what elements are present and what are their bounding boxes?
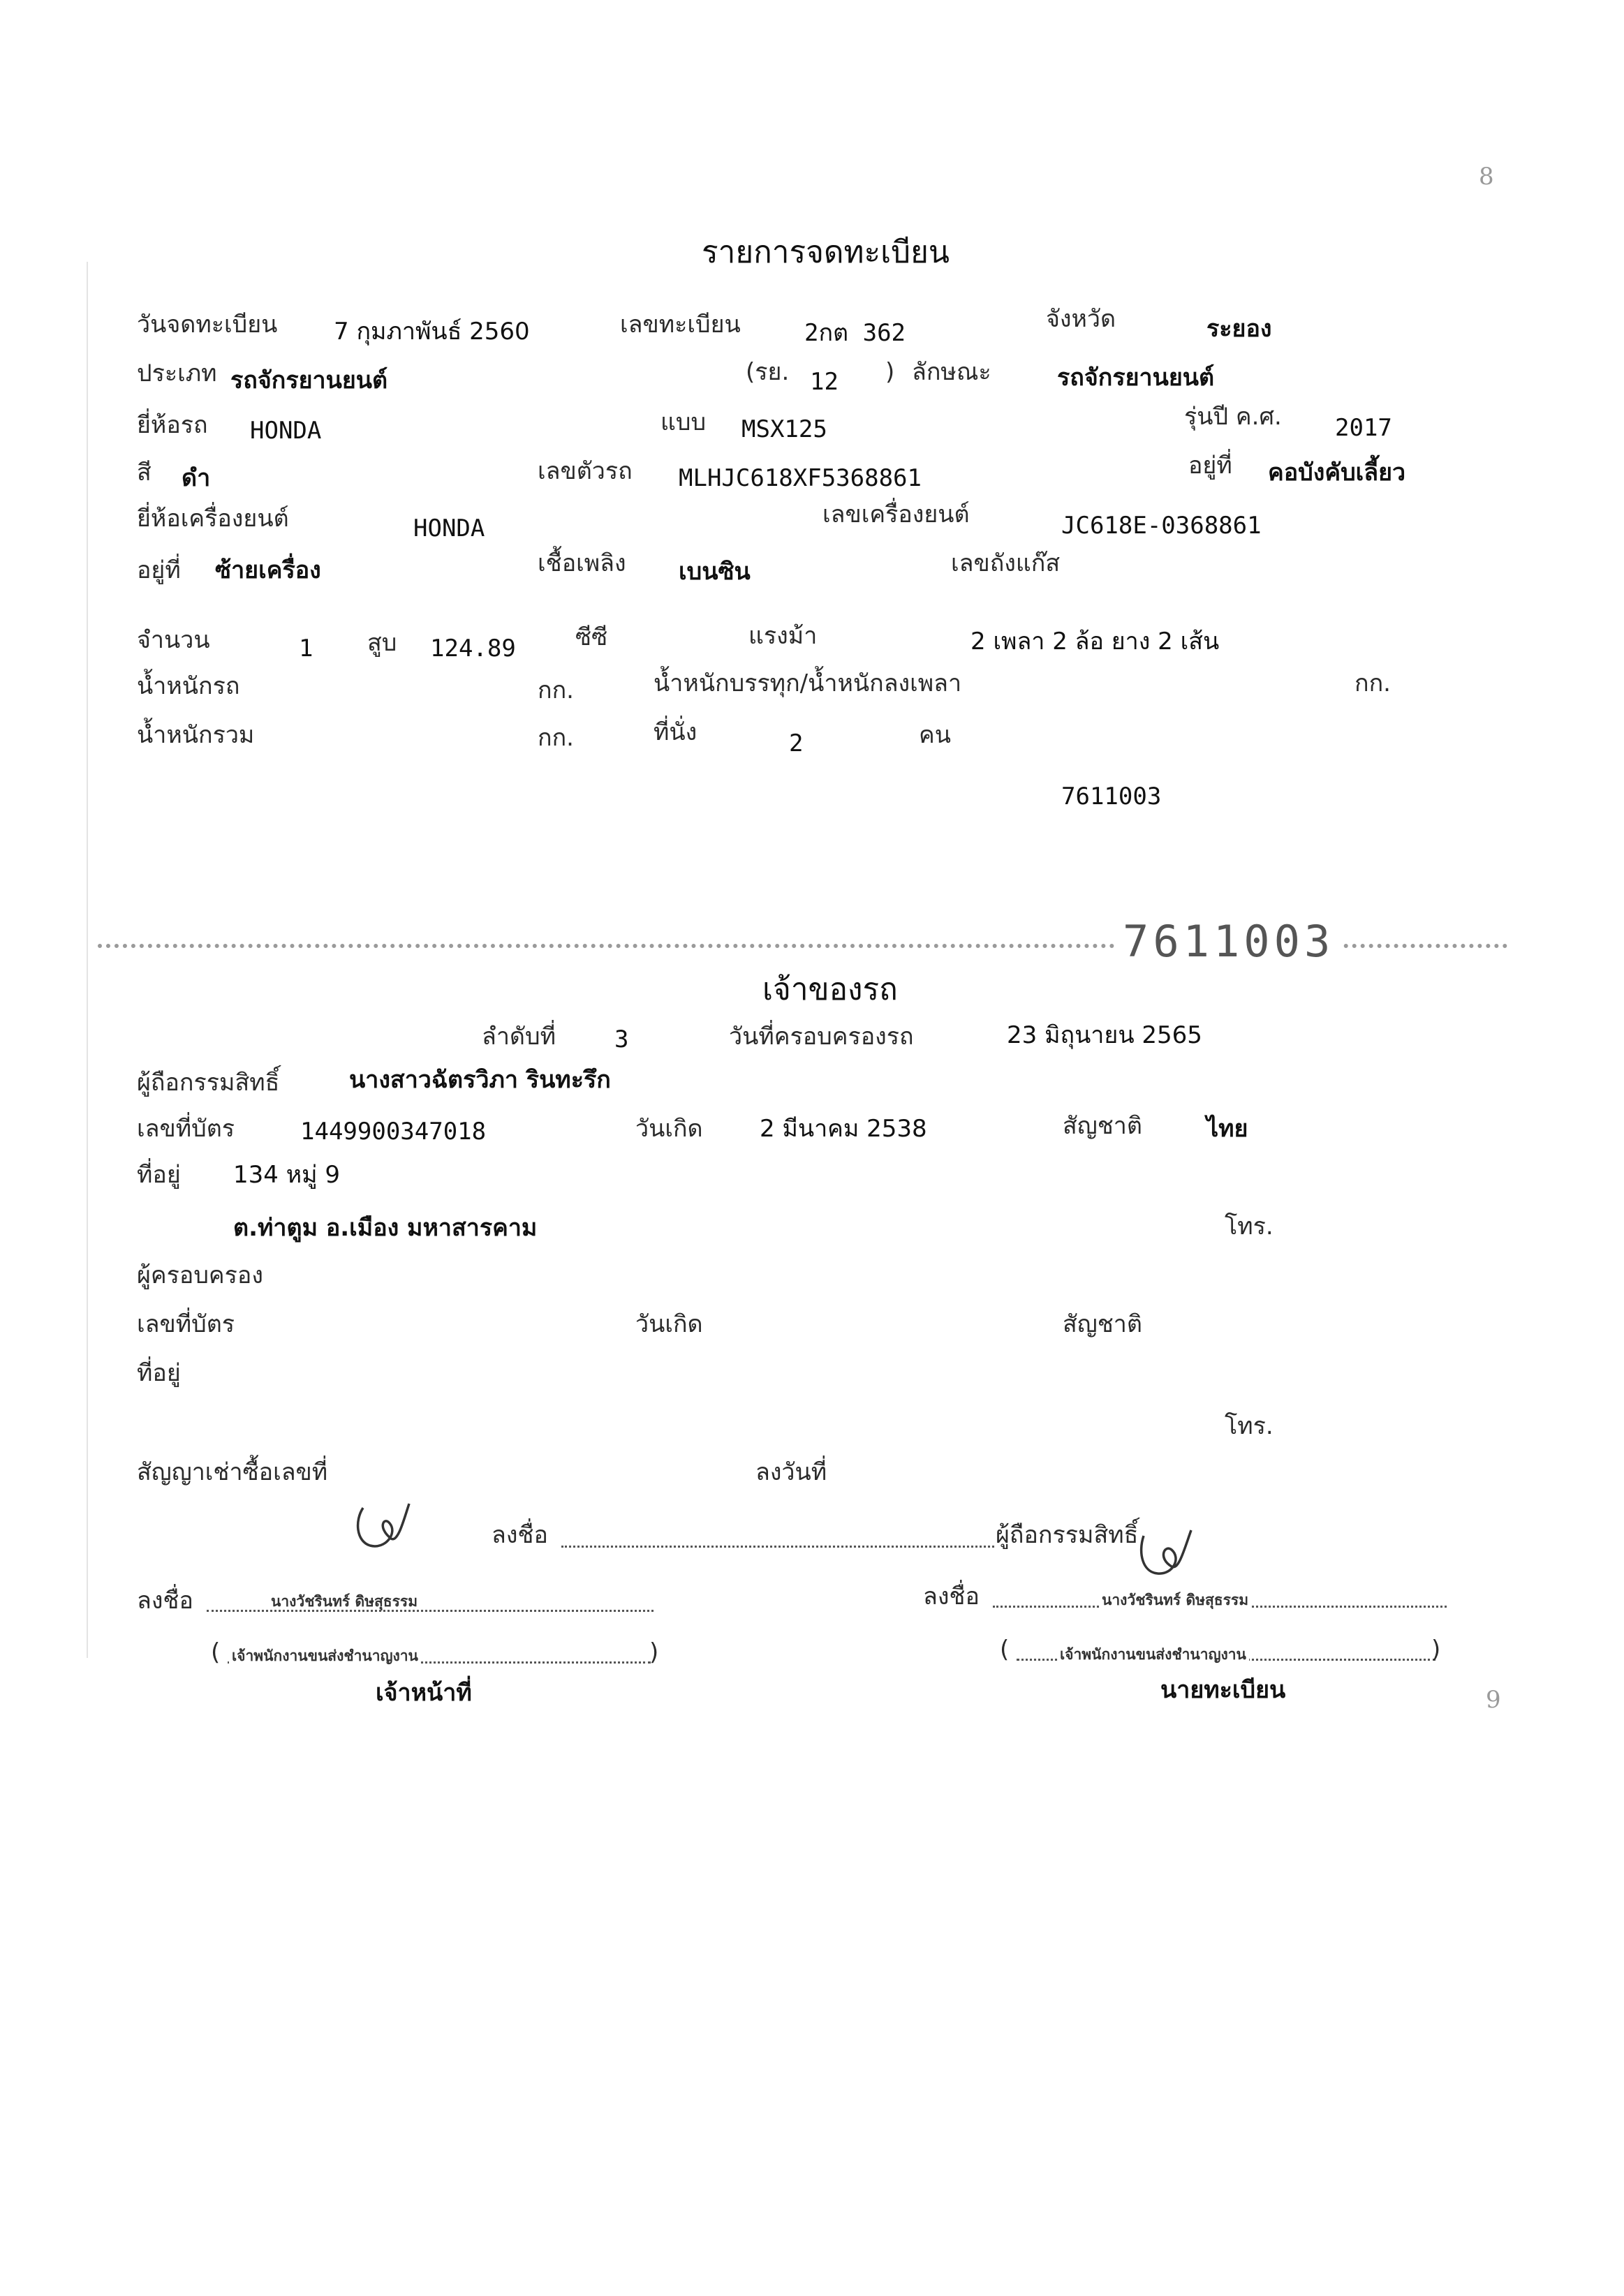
year-value: 2017 bbox=[1335, 414, 1392, 442]
type-value: รถจักรยานยนต์ bbox=[230, 366, 388, 394]
province-value: ระยอง bbox=[1206, 315, 1272, 343]
brand-label: ยี่ห้อรถ bbox=[137, 411, 208, 439]
scan-margin-rule bbox=[87, 262, 88, 1658]
holder-sign-suffix: ผู้ถือกรรมสิทธิ์ bbox=[996, 1521, 1139, 1549]
page-number-top: 8 bbox=[1479, 163, 1494, 191]
reg-date-label: วันจดทะเบียน bbox=[137, 311, 278, 339]
style-label: ลักษณะ bbox=[912, 358, 991, 386]
possessor-birth-label: วันเกิด bbox=[635, 1310, 703, 1338]
class-close: ) bbox=[885, 358, 895, 386]
cc-value: 124.89 bbox=[430, 635, 516, 662]
phone-label: โทร. bbox=[1225, 1213, 1274, 1240]
chassis-location-label: อยู่ที่ bbox=[1188, 452, 1232, 480]
style-value: รถจักรยานยนต์ bbox=[1057, 364, 1215, 392]
registrar-handwritten-signature bbox=[1132, 1522, 1195, 1585]
gross-weight-label: น้ำหนักรวม bbox=[137, 721, 255, 749]
registrar-sign-label: ลงชื่อ bbox=[923, 1583, 980, 1610]
seats-value: 2 bbox=[789, 729, 804, 757]
registrar-name: นางวัชรินทร์ ดิษสุธรรม bbox=[1099, 1593, 1251, 1608]
address-line-1: 134 หมู่ 9 bbox=[233, 1161, 340, 1189]
fuel-label: เชื้อเพลิง bbox=[538, 549, 626, 577]
reference-number: 7611003 bbox=[1061, 783, 1162, 810]
engine-number-value: JC618E-0368861 bbox=[1061, 512, 1262, 540]
province-label: จังหวัด bbox=[1046, 305, 1116, 333]
sequence-value: 3 bbox=[614, 1025, 629, 1053]
officer-position: เจ้าพนักงานขนส่งชำนาญงาน bbox=[229, 1649, 421, 1664]
persons-label: คน bbox=[919, 721, 951, 749]
type-label: ประเภท bbox=[137, 360, 217, 387]
gross-weight-unit: กก. bbox=[538, 724, 574, 752]
registration-heading: รายการจดทะเบียน bbox=[702, 235, 950, 270]
possessor-label: ผู้ครอบครอง bbox=[137, 1261, 263, 1289]
cylinder-label: สูบ bbox=[367, 629, 397, 657]
owner-heading: เจ้าของรถ bbox=[762, 972, 898, 1007]
model-value: MSX125 bbox=[741, 415, 827, 443]
address-line-2: ต.ท่าตูม อ.เมือง มหาสารคาม bbox=[233, 1214, 538, 1242]
engine-location-label: อยู่ที่ bbox=[137, 556, 181, 584]
axles-value: 2 เพลา 2 ล้อ ยาง 2 เส้น bbox=[970, 628, 1220, 656]
birth-date-label: วันเกิด bbox=[635, 1115, 703, 1143]
officer-name: นางวัชรินทร์ ดิษสุธรรม bbox=[268, 1594, 420, 1609]
possessor-phone-label: โทร. bbox=[1225, 1412, 1274, 1440]
engine-number-label: เลขเครื่องยนต์ bbox=[822, 501, 970, 528]
seats-label: ที่นั่ง bbox=[654, 718, 697, 746]
nationality-value: ไทย bbox=[1206, 1115, 1248, 1143]
load-weight-label: น้ำหนักบรรทุก/น้ำหนักลงเพลา bbox=[654, 669, 962, 697]
id-card-value: 1449900347018 bbox=[300, 1118, 487, 1146]
engine-location-value: ซ้ายเครื่อง bbox=[215, 556, 321, 584]
holder-sign-label: ลงชื่อ bbox=[492, 1521, 548, 1549]
registrar-paren-open: ( bbox=[1000, 1636, 1010, 1664]
color-label: สี bbox=[137, 459, 152, 487]
load-weight-unit: กก. bbox=[1354, 669, 1391, 697]
officer-role: เจ้าหน้าที่ bbox=[376, 1679, 472, 1707]
registrar-paren-close: ) bbox=[1431, 1636, 1441, 1664]
hire-purchase-label: สัญญาเช่าซื้อเลขที่ bbox=[137, 1458, 328, 1486]
model-label: แบบ bbox=[660, 408, 707, 436]
officer-paren-open: ( bbox=[211, 1638, 221, 1666]
address-label: ที่อยู่ bbox=[137, 1161, 181, 1189]
officer-sign-line bbox=[207, 1610, 654, 1612]
color-value: ดำ bbox=[182, 464, 211, 492]
vehicle-weight-unit: กก. bbox=[538, 676, 574, 704]
plate-value: 2กต 362 bbox=[804, 319, 906, 347]
chassis-label: เลขตัวรถ bbox=[538, 457, 633, 485]
possessor-id-label: เลขที่บัตร bbox=[137, 1310, 235, 1338]
count-value: 1 bbox=[299, 635, 313, 662]
engine-brand-label: ยี่ห้อเครื่องยนต์ bbox=[137, 505, 289, 533]
id-card-label: เลขที่บัตร bbox=[137, 1115, 235, 1143]
year-label: รุ่นปี ค.ศ. bbox=[1184, 403, 1282, 431]
gas-tank-label: เลขถังแก๊ส bbox=[951, 549, 1061, 577]
holder-sign-line bbox=[561, 1546, 994, 1548]
stamp-number: 7611003 bbox=[1116, 920, 1341, 963]
cc-label: ซีซี bbox=[575, 623, 608, 651]
officer-paren-close: ) bbox=[649, 1638, 659, 1666]
officer-sign-label: ลงชื่อ bbox=[137, 1587, 193, 1615]
birth-date-value: 2 มีนาคม 2538 bbox=[760, 1115, 927, 1143]
horsepower-label: แรงม้า bbox=[748, 622, 818, 650]
possession-date-label: วันที่ครอบครองรถ bbox=[729, 1023, 914, 1051]
registrar-position: เจ้าพนักงานขนส่งชำนาญงาน bbox=[1057, 1647, 1249, 1662]
vehicle-weight-label: น้ำหนักรถ bbox=[137, 672, 240, 700]
chassis-value: MLHJC618XF5368861 bbox=[679, 464, 922, 492]
holder-label: ผู้ถือกรรมสิทธิ์ bbox=[137, 1069, 280, 1097]
contract-date-label: ลงวันที่ bbox=[755, 1458, 827, 1486]
chassis-location-value: คอบังคับเลี้ยว bbox=[1268, 459, 1406, 487]
plate-label: เลขทะเบียน bbox=[620, 311, 741, 339]
reg-date-value: 7 กุมภาพันธ์ 2560 bbox=[334, 318, 530, 346]
page-number-bottom: 9 bbox=[1486, 1686, 1501, 1714]
fuel-value: เบนซิน bbox=[679, 558, 751, 586]
possessor-nationality-label: สัญชาติ bbox=[1063, 1310, 1142, 1338]
possessor-address-label: ที่อยู่ bbox=[137, 1359, 181, 1387]
possession-date-value: 23 มิถุนายน 2565 bbox=[1007, 1021, 1202, 1049]
count-label: จำนวน bbox=[137, 626, 210, 654]
engine-brand-value: HONDA bbox=[413, 514, 485, 542]
class-open: (รย. bbox=[746, 358, 790, 386]
nationality-label: สัญชาติ bbox=[1063, 1112, 1142, 1140]
sequence-label: ลำดับที่ bbox=[482, 1023, 556, 1051]
brand-value: HONDA bbox=[250, 417, 322, 445]
holder-name: นางสาวฉัตรวิภา รินทะรึก bbox=[349, 1066, 611, 1094]
registrar-role: นายทะเบียน bbox=[1160, 1676, 1286, 1704]
class-value: 12 bbox=[810, 368, 839, 396]
holder-handwritten-signature bbox=[349, 1499, 412, 1555]
